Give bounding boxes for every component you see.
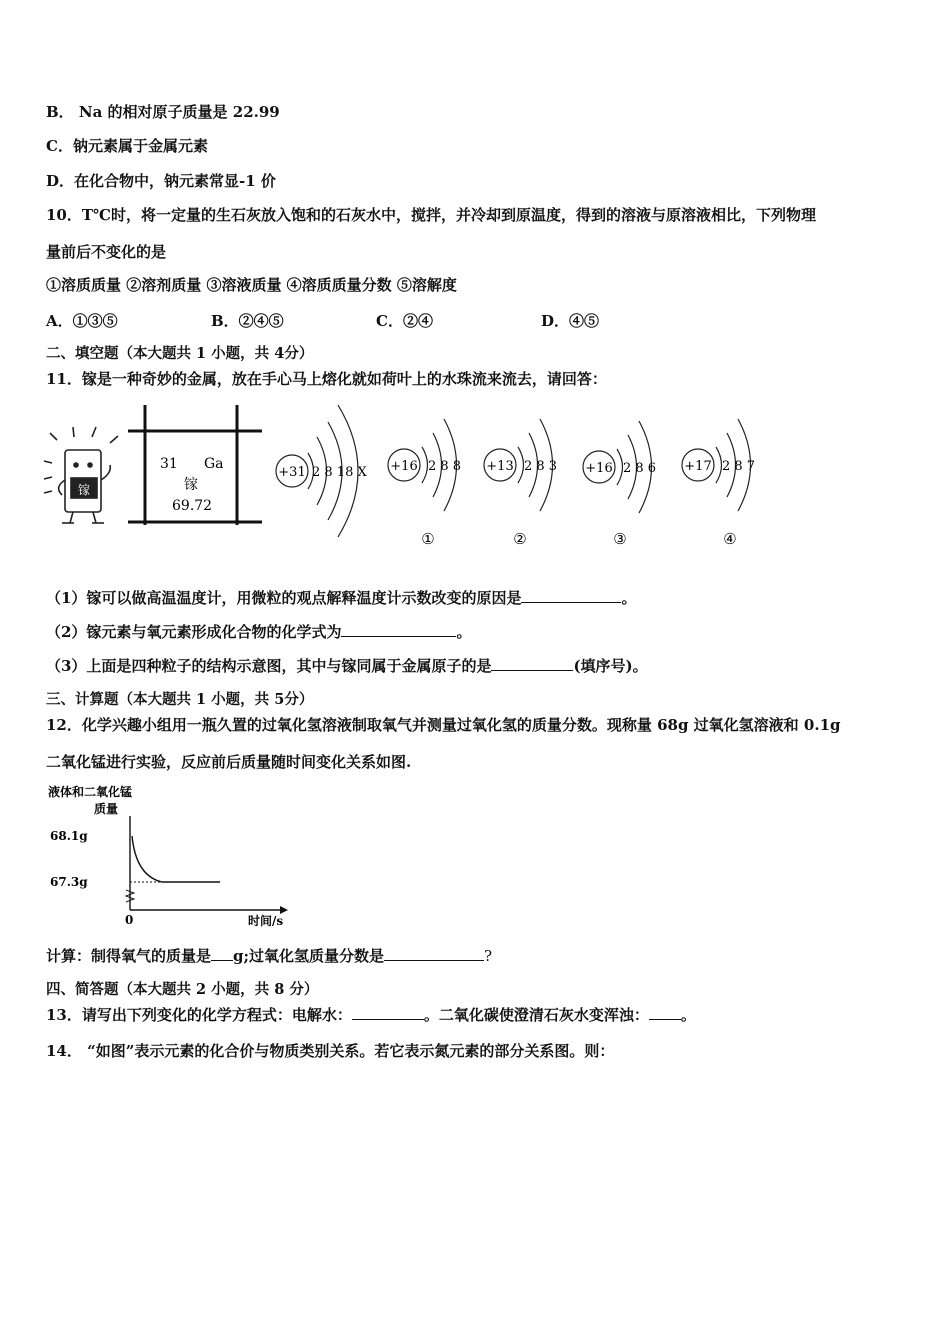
q9-option-c: C．钠元素属于金属元素 xyxy=(46,137,208,155)
section-2-heading: 二、填空题（本大题共 1 小题，共 4分） xyxy=(46,345,314,362)
q10-option-d: D．④⑤ xyxy=(541,312,600,330)
ga-shells: 2 8 18 X xyxy=(312,465,367,480)
particle-3-shells: 2 8 6 xyxy=(623,461,657,476)
q9-option-d: D．在化合物中，钠元素常显-1 价 xyxy=(46,172,276,190)
ga-nucleus: +31 xyxy=(278,465,306,480)
chart-origin-label: 0 xyxy=(125,913,134,927)
gallium-cartoon xyxy=(44,427,118,523)
q13-c: 。 xyxy=(680,1006,696,1024)
chart-y-tick-high: 68.1g xyxy=(50,829,88,843)
q11-stem: 11．镓是一种奇妙的金属，放在手心马上熔化就如荷叶上的水珠流来流去，请回答： xyxy=(46,370,607,388)
q11-sub2-blank[interactable] xyxy=(341,622,456,637)
particle-2-nucleus: +13 xyxy=(486,459,514,474)
q12-calc-c: ? xyxy=(484,947,493,965)
particle-4-shells: 2 8 7 xyxy=(722,459,756,474)
q13-limewater-blank[interactable] xyxy=(649,1005,681,1020)
q11-sub3-text: （3）上面是四种粒子的结构示意图，其中与镓同属于金属原子的是 xyxy=(46,657,492,675)
particle-4-label: ④ xyxy=(723,530,737,548)
particle-1-nucleus: +16 xyxy=(390,459,418,474)
q11-sub1 xyxy=(46,588,636,608)
q11-sub2-text: （2）镓元素与氧元素形成化合物的化学式为 xyxy=(46,623,342,641)
q12-fraction-blank[interactable] xyxy=(384,946,484,961)
particle-4-nucleus: +17 xyxy=(684,459,712,474)
q12-oxygen-blank[interactable] xyxy=(211,946,233,961)
particle-3-nucleus: +16 xyxy=(585,461,613,476)
particle-2-label: ② xyxy=(513,530,527,548)
q13-a: 13．请写出下列变化的化学方程式：电解水： xyxy=(46,1006,352,1024)
particle-1-label: ① xyxy=(421,530,435,548)
q10-stem-line1: 10．T℃时，将一定量的生石灰放入饱和的石灰水中，搅拌，并冷却到原温度，得到的溶液与原溶液相比，下列物理 xyxy=(46,206,817,224)
q12-calc xyxy=(46,946,492,966)
q10-option-c: C．②④ xyxy=(376,312,433,330)
section-3-heading: 三、计算题（本大题共 1 小题，共 5分） xyxy=(46,691,314,708)
q10-option-b: B．②④⑤ xyxy=(211,312,284,330)
section-4-heading: 四、简答题（本大题共 2 小题，共 8 分） xyxy=(46,981,319,998)
chart-ylabel-line1: 液体和二氧化锰 xyxy=(48,785,133,799)
q14-stem: 14． “如图”表示元素的化合价与物质类别关系。若它表示氮元素的部分关系图。则： xyxy=(46,1042,615,1060)
chart-series-line xyxy=(132,836,220,882)
q12-stem-line1: 12．化学兴趣小组用一瓶久置的过氧化氢溶液制取氧气并测量过氧化氢的质量分数。现称量 68g 过氧化氢溶液和 0.1g xyxy=(46,716,841,734)
cartoon-label: 镓 xyxy=(77,483,91,497)
element-name: 镓 xyxy=(184,477,198,493)
q13-electrolysis-blank[interactable] xyxy=(352,1005,424,1020)
q11-sub3-blank[interactable] xyxy=(491,656,573,671)
element-mass: 69.72 xyxy=(172,498,213,514)
q11-sub1-blank[interactable] xyxy=(521,588,621,603)
particle-1-shells: 2 8 8 xyxy=(428,459,462,474)
q9-option-b: B． Na 的相对原子质量是 22.99 xyxy=(46,103,280,121)
q11-sub1-end: 。 xyxy=(621,589,637,607)
q12-stem-line2: 二氧化锰进行实验，反应前后质量随时间变化关系如图. xyxy=(46,753,412,771)
chart-xlabel: 时间/s xyxy=(248,914,284,928)
chart-ylabel-line2: 质量 xyxy=(94,802,119,816)
q13 xyxy=(46,1005,696,1025)
particle-2-shells: 2 8 3 xyxy=(524,459,558,474)
element-symbol: Ga xyxy=(204,456,224,472)
mass-time-chart xyxy=(44,780,294,932)
q10-stem-line2: 量前后不变化的是 xyxy=(46,243,167,261)
q11-sub2 xyxy=(46,622,471,642)
q11-figure xyxy=(40,395,780,555)
particle-3-label: ③ xyxy=(613,530,627,548)
q11-sub3-end: (填序号)。 xyxy=(573,657,648,675)
q12-calc-b: g;过氧化氢质量分数是 xyxy=(233,947,385,965)
q13-b: 。二氧化碳使澄清石灰水变浑浊： xyxy=(423,1006,649,1024)
q10-items: ①溶质质量 ②溶剂质量 ③溶液质量 ④溶质质量分数 ⑤溶解度 xyxy=(46,276,457,294)
element-number: 31 xyxy=(160,456,178,472)
q12-calc-a: 计算：制得氧气的质量是 xyxy=(46,947,212,965)
q11-sub3 xyxy=(46,656,648,676)
q11-sub2-end: 。 xyxy=(456,623,472,641)
chart-y-tick-low: 67.3g xyxy=(50,875,88,889)
chart-x-arrow xyxy=(280,906,288,914)
q10-option-a: A．①③⑤ xyxy=(46,312,118,330)
q11-sub1-text: （1）镓可以做高温温度计，用微粒的观点解释温度计示数改变的原因是 xyxy=(46,589,522,607)
